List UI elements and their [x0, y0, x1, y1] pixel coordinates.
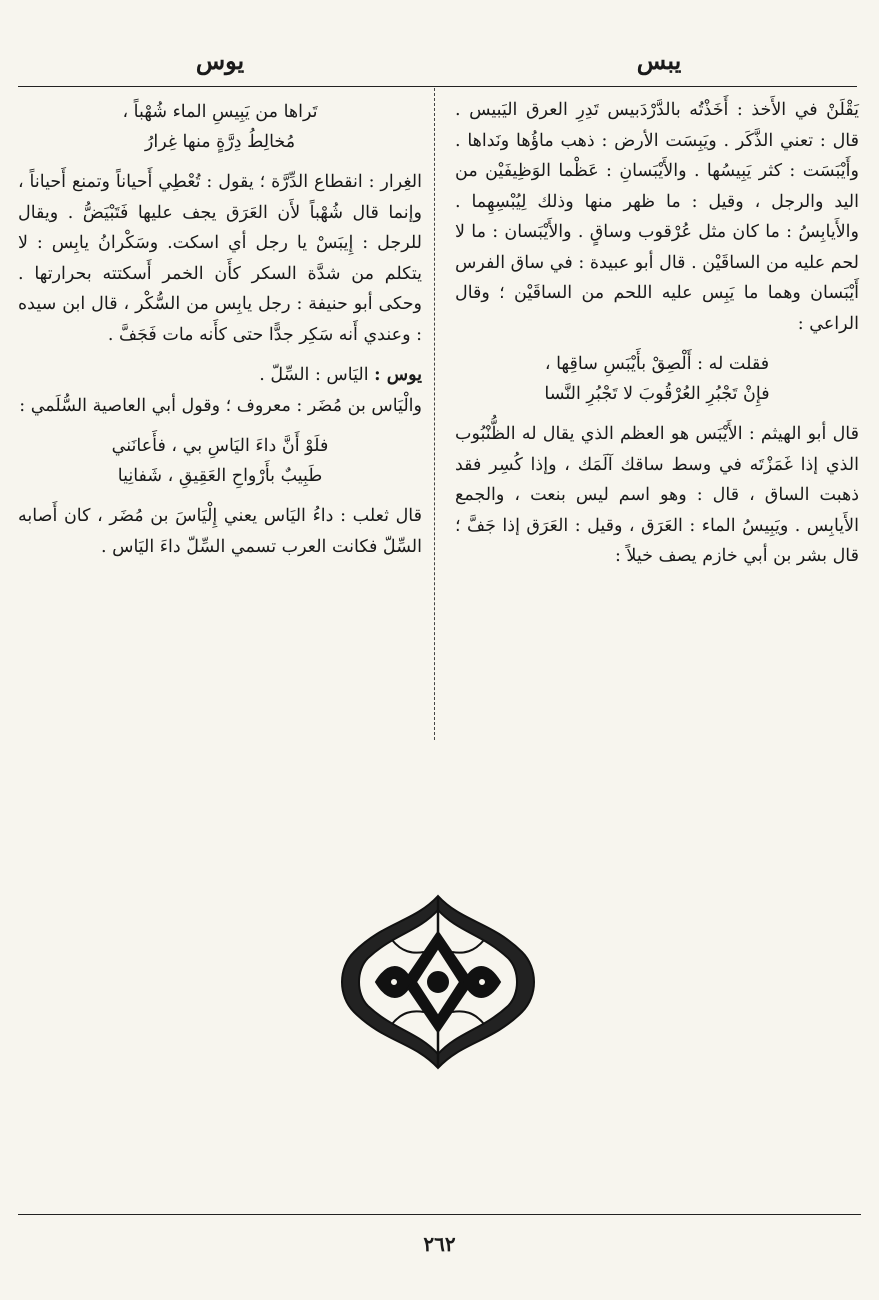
- entry-line: [18, 360, 422, 391]
- verse-line: طَبِيبٌ بأَرْواحِ العَقِيقِ ، شَفانِيا: [117, 466, 323, 486]
- verse: [18, 97, 422, 157]
- decorative-ornament-icon: [332, 892, 544, 1072]
- running-header-right: يبس: [636, 46, 682, 75]
- page-number: ٢٦٢: [423, 1232, 456, 1256]
- paragraph: والْيَاس بن مُضَر : معروف ؛ وقول أبي العاصية السُّلَمي :: [19, 395, 422, 416]
- verse: [18, 431, 422, 491]
- paragraph: يَقْلَنْ في الأَخذ : أَخَذْتُه بالدَّرْدَبيس تَدِرِ العرق اليَبيس . قال : تعني الذَّكَر . ويَبِسَت الأرض : ذهب ماؤُها ونَداها . وأَيْبَسَت : كثر يَبِيسُها . والأَيْبَسانِ : عَظْما الوَظِيفَيْن من اليد والرجل ، وقيل : ما ظهر منها وذلك لِيُبْسِهِما . والأَيابِسُ : ما كان مثل عُرْقوب وساقٍ . والأَيْبَسان : ما لا لحم عليه من الساقَيْن . قال أبو عبيدة : في ساق الفرس أَيْبَسان وهما ما يَبِس عليه اللحم من الساقَيْن ؛ وقال الراعي :: [455, 100, 859, 334]
- entry-text: اليَاس : السِّلّ .: [259, 365, 375, 385]
- verse: [455, 349, 859, 409]
- verse-line: فقلت له : أَلْصِقْ بأَيْبَسِ ساقِها ،: [544, 354, 770, 374]
- paragraph: قال ثعلب : داءُ اليَاس يعني إِلْيَاسَ بن مُضَر ، كان أَصابه السِّلّ فكانت العرب تسمي السِّلّ داءَ اليَاس .: [18, 506, 422, 557]
- header-rule: [18, 86, 857, 87]
- right-column: [455, 95, 859, 572]
- verse-line: مُخالِطُ دِرَّةٍ منها غِرارُ: [144, 132, 296, 152]
- verse-line: فلَوْ أَنَّ داءَ اليَاسِ بي ، فأَعانَني: [111, 436, 329, 456]
- running-header-left: يوس: [195, 46, 245, 75]
- paragraph: قال أبو الهيثم : الأَيْبَس هو العظم الذي يقال له الظُّنْبُوب الذي إذا غَمَزْتَه في وسط ساقك آلَمَك ، وإذا كُسِر فقد ذهبت الساق ، قال : وهو اسم ليس بنعت ، والجمع الأَيابِس . ويَبِيسُ الماء : العَرَق ، وقيل : العَرَق إذا جَفَّ ؛ قال بشر بن أبي خازم يصف خيلاً :: [455, 424, 859, 566]
- verse-line: تَراها من يَبِيسِ الماء شُهْباً ،: [122, 102, 318, 122]
- entry-headword: يوس :: [374, 365, 422, 385]
- column-divider: [434, 88, 435, 740]
- left-column: [18, 95, 422, 562]
- verse-line: فإِنْ تَجْبُرِ العُرْقُوبَ لا تَجْبُرِ النَّسا: [544, 384, 770, 404]
- paragraph: الغِرار : انقطاع الدِّرَّة ؛ يقول : تُعْطِي أَحياناً وتمنع أَحياناً ، وإنما قال شُهْباً لأَن العَرَق يجف عليها فَتَبْيَضُّ . ويقال للرجل : إِيبَسْ يا رجل أي اسكت. وسَكْرانُ يابِس : لا يتكلم من شدَّة السكر كأَن الخمر أَسكتته بحرارتها . وحكى أبو حنيفة : رجل يابِس من السُّكْر ، قال ابن سيده : وعندي أَنه سَكِر جدًّا حتى كأَنه مات فَجَفَّ .: [18, 172, 422, 345]
- footer-rule: [18, 1214, 861, 1215]
